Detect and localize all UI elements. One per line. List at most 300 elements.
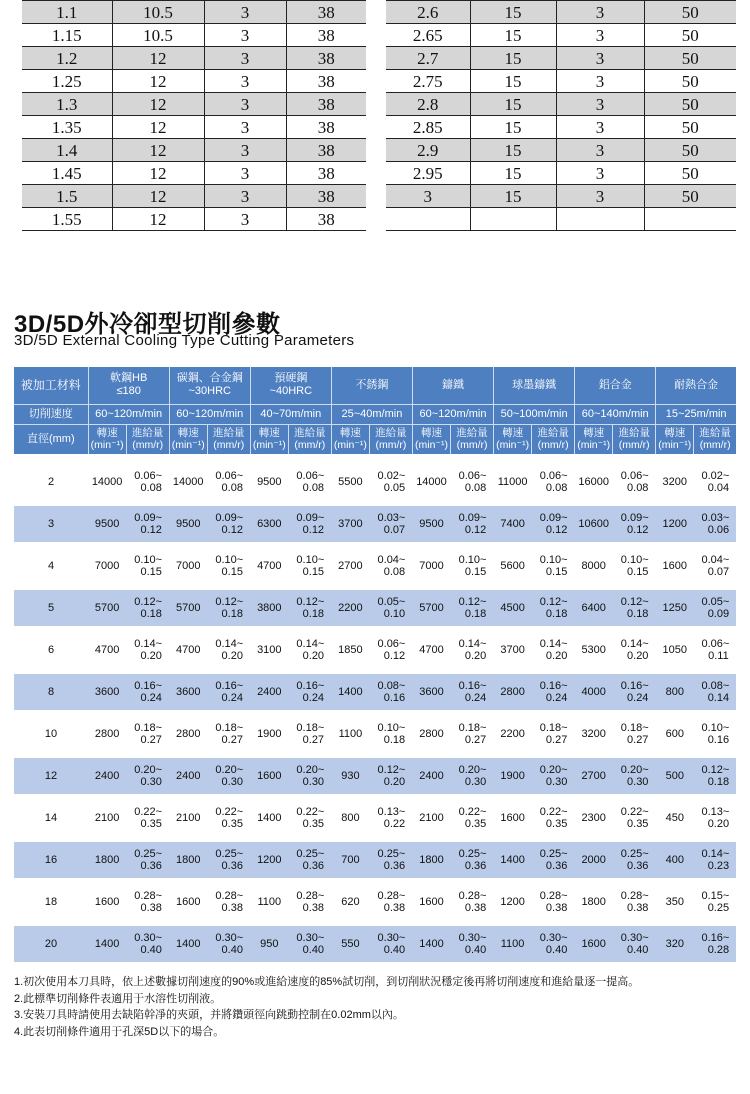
feed-max: 0.12 xyxy=(464,524,487,536)
cutting-speed-value: 50~100m/min xyxy=(494,404,575,424)
feed-label: 進給量 xyxy=(537,427,569,440)
feed-max: 0.27 xyxy=(302,734,325,746)
size-cell: 1.35 xyxy=(22,116,112,139)
feed-value xyxy=(288,464,331,500)
feed-min: 0.09~ xyxy=(134,512,163,524)
feed-label: 進給量 xyxy=(456,427,488,440)
material-hardness: ≤180 xyxy=(116,385,141,398)
feed-min: 0.28~ xyxy=(377,890,406,902)
feed-min: 0.08~ xyxy=(701,680,730,692)
feed-min: 0.22~ xyxy=(215,806,244,818)
size-cell: 50 xyxy=(644,139,736,162)
diameter-value: 20 xyxy=(14,926,88,962)
feed-max: 0.20 xyxy=(627,650,649,662)
feed-max: 0.16 xyxy=(383,692,406,704)
feed-max: 0.04 xyxy=(707,482,730,494)
feed-min: 0.16~ xyxy=(458,680,487,692)
rpm-value: 8000 xyxy=(575,548,613,584)
rpm-value: 3600 xyxy=(412,674,450,710)
feed-value xyxy=(694,464,736,500)
feed-value xyxy=(694,674,736,710)
feed-min: 0.22~ xyxy=(539,806,568,818)
rpm-value: 1200 xyxy=(656,506,694,542)
rpm-value: 1400 xyxy=(494,842,532,878)
rpm-value: 4700 xyxy=(250,548,288,584)
rpm-value: 1100 xyxy=(250,884,288,920)
feed-max: 0.12 xyxy=(383,650,406,662)
feed-value xyxy=(369,842,412,878)
diameter-value: 10 xyxy=(14,716,88,752)
size-row xyxy=(22,93,366,116)
feed-value xyxy=(126,590,169,626)
size-cell xyxy=(644,208,736,231)
material-name: 預硬鋼 xyxy=(274,372,308,385)
cutting-speed-value: 60~140m/min xyxy=(575,404,656,424)
rpm-value: 9500 xyxy=(412,506,450,542)
size-row xyxy=(386,1,736,24)
diameter-value: 8 xyxy=(14,674,88,710)
size-cell: 1.25 xyxy=(22,70,112,93)
rpm-value: 1600 xyxy=(412,884,450,920)
rpm-value: 1400 xyxy=(169,926,207,962)
feed-header xyxy=(694,424,736,454)
feed-min: 0.22~ xyxy=(296,806,325,818)
feed-unit: (mm/r) xyxy=(537,439,569,452)
size-cell: 3 xyxy=(556,185,644,208)
feed-value xyxy=(694,758,736,794)
feed-value xyxy=(613,926,656,962)
size-cell: 1.5 xyxy=(22,185,112,208)
feed-label: 進給量 xyxy=(618,427,650,440)
rpm-value: 5300 xyxy=(575,632,613,668)
feed-max: 0.38 xyxy=(140,902,162,914)
rpm-value: 1100 xyxy=(494,926,532,962)
rpm-value: 4700 xyxy=(412,632,450,668)
rpm-value: 800 xyxy=(331,800,369,836)
feed-value xyxy=(207,842,250,878)
feed-min: 0.05~ xyxy=(377,596,406,608)
feed-min: 0.18~ xyxy=(620,722,649,734)
feed-max: 0.24 xyxy=(140,692,162,704)
rpm-value: 2400 xyxy=(169,758,207,794)
feed-min: 0.22~ xyxy=(620,806,649,818)
feed-unit: (mm/r) xyxy=(132,439,164,452)
feed-value xyxy=(126,758,169,794)
feed-max: 0.06 xyxy=(707,524,730,536)
feed-value xyxy=(451,842,494,878)
feed-min: 0.28~ xyxy=(458,890,487,902)
feed-value xyxy=(126,632,169,668)
feed-value xyxy=(207,926,250,962)
feed-min: 0.15~ xyxy=(701,890,730,902)
feed-min: 0.30~ xyxy=(458,932,487,944)
cutting-speed-label: 切削速度 xyxy=(14,404,88,424)
rpm-label: 轉速 xyxy=(583,427,605,440)
note-line: 1.初次使用本刀具時，依上述數據切削速度的90%或進給速度的85%試切削，到切削狀況穩定後再將切削速度和進給量逐一提高。 xyxy=(14,976,640,988)
size-cell: 1.3 xyxy=(22,93,112,116)
feed-value xyxy=(532,506,575,542)
feed-min: 0.28~ xyxy=(215,890,244,902)
feed-value xyxy=(369,926,412,962)
size-cell: 50 xyxy=(644,185,736,208)
feed-value xyxy=(694,842,736,878)
parameter-row xyxy=(14,884,736,920)
feed-min: 0.06~ xyxy=(539,470,568,482)
feed-max: 0.36 xyxy=(545,860,568,872)
material-header xyxy=(250,367,331,404)
feed-min: 0.18~ xyxy=(215,722,244,734)
feed-header xyxy=(207,424,250,454)
feed-min: 0.12~ xyxy=(134,596,163,608)
feed-min: 0.28~ xyxy=(134,890,163,902)
rpm-value: 1400 xyxy=(88,926,126,962)
feed-max: 0.18 xyxy=(302,608,325,620)
size-cell: 3 xyxy=(556,93,644,116)
feed-value xyxy=(451,548,494,584)
feed-min: 0.10~ xyxy=(458,554,487,566)
feed-min: 0.10~ xyxy=(215,554,244,566)
feed-max: 0.15 xyxy=(302,566,325,578)
feed-min: 0.18~ xyxy=(539,722,568,734)
parameter-row xyxy=(14,758,736,794)
feed-min: 0.14~ xyxy=(134,638,163,650)
feed-max: 0.36 xyxy=(627,860,649,872)
size-cell: 15 xyxy=(470,116,556,139)
feed-max: 0.20 xyxy=(545,650,568,662)
diameter-value: 4 xyxy=(14,548,88,584)
feed-value xyxy=(207,464,250,500)
feed-max: 0.15 xyxy=(221,566,243,578)
feed-max: 0.36 xyxy=(140,860,162,872)
feed-label: 進給量 xyxy=(699,427,731,440)
rpm-value: 3600 xyxy=(88,674,126,710)
rpm-value: 4000 xyxy=(575,674,613,710)
size-cell: 2.75 xyxy=(386,70,470,93)
size-cell: 50 xyxy=(644,24,736,47)
rpm-value: 2200 xyxy=(331,590,369,626)
rpm-value: 2800 xyxy=(169,716,207,752)
section-subtitle: 3D/5D External Cooling Type Cutting Parameters xyxy=(14,332,355,349)
feed-max: 0.15 xyxy=(545,566,568,578)
feed-value xyxy=(126,926,169,962)
feed-min: 0.22~ xyxy=(134,806,163,818)
feed-min: 0.25~ xyxy=(539,848,568,860)
size-row xyxy=(22,185,366,208)
feed-min: 0.16~ xyxy=(134,680,163,692)
rpm-unit: (min⁻¹) xyxy=(577,439,611,452)
size-cell: 12 xyxy=(112,185,204,208)
feed-value xyxy=(532,590,575,626)
feed-max: 0.40 xyxy=(627,944,649,956)
rpm-value: 2400 xyxy=(88,758,126,794)
feed-min: 0.28~ xyxy=(296,890,325,902)
rpm-value: 7400 xyxy=(494,506,532,542)
feed-min: 0.20~ xyxy=(134,764,163,776)
size-cell: 15 xyxy=(470,24,556,47)
feed-max: 0.28 xyxy=(707,944,730,956)
feed-value xyxy=(532,842,575,878)
feed-min: 0.09~ xyxy=(296,512,325,524)
feed-max: 0.35 xyxy=(545,818,568,830)
feed-min: 0.25~ xyxy=(215,848,244,860)
size-row xyxy=(22,208,366,231)
rpm-value: 3600 xyxy=(169,674,207,710)
size-cell: 15 xyxy=(470,162,556,185)
feed-value xyxy=(451,758,494,794)
rpm-value: 1850 xyxy=(331,632,369,668)
size-cell: 2.95 xyxy=(386,162,470,185)
rpm-value: 2300 xyxy=(575,800,613,836)
feed-value xyxy=(288,590,331,626)
rpm-value: 2800 xyxy=(494,674,532,710)
cutting-speed-value: 25~40m/min xyxy=(331,404,412,424)
feed-value xyxy=(207,800,250,836)
rpm-value: 7000 xyxy=(412,548,450,584)
parameter-row xyxy=(14,464,736,500)
feed-min: 0.06~ xyxy=(134,470,163,482)
feed-label: 進給量 xyxy=(213,427,245,440)
feed-value xyxy=(532,674,575,710)
feed-unit: (mm/r) xyxy=(213,439,245,452)
feed-value xyxy=(369,590,412,626)
feed-value xyxy=(288,800,331,836)
feed-max: 0.30 xyxy=(464,776,487,788)
feed-min: 0.20~ xyxy=(620,764,649,776)
feed-max: 0.12 xyxy=(302,524,325,536)
feed-value xyxy=(126,800,169,836)
size-cell: 38 xyxy=(286,139,366,162)
feed-min: 0.14~ xyxy=(539,638,568,650)
feed-value xyxy=(694,716,736,752)
material-header-label: 被加工材料 xyxy=(14,367,88,404)
rpm-value: 14000 xyxy=(88,464,126,500)
size-row xyxy=(22,139,366,162)
feed-max: 0.38 xyxy=(627,902,649,914)
material-header xyxy=(575,367,656,404)
material-name: 碳鋼、合金鋼 xyxy=(176,372,243,385)
section-title: 3D/5D外冷卻型切削參數 xyxy=(14,311,281,338)
feed-value xyxy=(288,632,331,668)
feed-min: 0.03~ xyxy=(377,512,406,524)
rpm-value: 3200 xyxy=(575,716,613,752)
feed-value xyxy=(532,632,575,668)
material-hardness: ~40HRC xyxy=(269,385,313,398)
feed-max: 0.08 xyxy=(302,482,325,494)
size-cell: 50 xyxy=(644,116,736,139)
rpm-value: 9500 xyxy=(169,506,207,542)
feed-value xyxy=(613,800,656,836)
gap-cell xyxy=(14,454,736,464)
rpm-value: 11000 xyxy=(494,464,532,500)
feed-min: 0.25~ xyxy=(620,848,649,860)
cutting-speed-value: 60~120m/min xyxy=(169,404,250,424)
size-cell: 50 xyxy=(644,47,736,70)
rpm-unit: (min⁻¹) xyxy=(171,439,205,452)
feed-value xyxy=(613,632,656,668)
note-line: 3.安裝刀具時請使用去缺陷幹凈的夾頭，并將鑽頭徑向跳動控制在0.02mm以內。 xyxy=(14,1009,404,1021)
feed-value xyxy=(369,464,412,500)
rpm-header xyxy=(575,424,613,454)
feed-max: 0.20 xyxy=(302,650,325,662)
feed-max: 0.40 xyxy=(464,944,487,956)
feed-max: 0.40 xyxy=(545,944,568,956)
rpm-value: 5700 xyxy=(412,590,450,626)
size-cell: 3 xyxy=(204,185,286,208)
feed-max: 0.40 xyxy=(302,944,325,956)
feed-max: 0.35 xyxy=(464,818,487,830)
feed-max: 0.36 xyxy=(302,860,325,872)
feed-min: 0.06~ xyxy=(620,470,649,482)
feed-value xyxy=(613,842,656,878)
feed-min: 0.12~ xyxy=(458,596,487,608)
cutting-speed-value: 60~120m/min xyxy=(412,404,493,424)
feed-value xyxy=(694,506,736,542)
feed-min: 0.18~ xyxy=(458,722,487,734)
size-cell: 1.1 xyxy=(22,1,112,24)
feed-max: 0.23 xyxy=(707,860,730,872)
feed-max: 0.30 xyxy=(627,776,649,788)
rpm-label: 轉速 xyxy=(502,427,524,440)
size-cell: 15 xyxy=(470,139,556,162)
size-row xyxy=(386,70,736,93)
size-table-left xyxy=(22,0,366,231)
feed-value xyxy=(613,884,656,920)
feed-min: 0.12~ xyxy=(539,596,568,608)
rpm-value: 1600 xyxy=(250,758,288,794)
feed-min: 0.12~ xyxy=(620,596,649,608)
feed-value xyxy=(288,926,331,962)
feed-value xyxy=(613,506,656,542)
rpm-value: 6400 xyxy=(575,590,613,626)
feed-label: 進給量 xyxy=(375,427,407,440)
rpm-value: 1900 xyxy=(250,716,288,752)
feed-max: 0.14 xyxy=(707,692,730,704)
rpm-value: 14000 xyxy=(169,464,207,500)
rpm-value: 1600 xyxy=(656,548,694,584)
size-cell: 3 xyxy=(556,47,644,70)
feed-min: 0.30~ xyxy=(215,932,244,944)
feed-max: 0.35 xyxy=(221,818,243,830)
rpm-value: 950 xyxy=(250,926,288,962)
rpm-value: 2100 xyxy=(88,800,126,836)
rpm-value: 1600 xyxy=(575,926,613,962)
feed-value xyxy=(369,632,412,668)
feed-max: 0.40 xyxy=(140,944,162,956)
rpm-header xyxy=(412,424,450,454)
feed-min: 0.10~ xyxy=(620,554,649,566)
size-cell: 12 xyxy=(112,139,204,162)
feed-max: 0.27 xyxy=(545,734,568,746)
feed-max: 0.38 xyxy=(545,902,568,914)
material-header xyxy=(169,367,250,404)
rpm-value: 1600 xyxy=(494,800,532,836)
size-cell xyxy=(556,208,644,231)
usage-notes xyxy=(14,974,744,1040)
rpm-header xyxy=(494,424,532,454)
feed-value xyxy=(532,716,575,752)
feed-min: 0.16~ xyxy=(215,680,244,692)
feed-header xyxy=(613,424,656,454)
feed-max: 0.07 xyxy=(707,566,730,578)
size-cell: 2.6 xyxy=(386,1,470,24)
feed-min: 0.20~ xyxy=(458,764,487,776)
feed-max: 0.09 xyxy=(707,608,730,620)
material-name: 球墨鑄鐵 xyxy=(512,378,557,391)
feed-max: 0.35 xyxy=(140,818,162,830)
rpm-value: 7000 xyxy=(88,548,126,584)
rpm-value: 2200 xyxy=(494,716,532,752)
feed-min: 0.10~ xyxy=(296,554,325,566)
size-cell: 1.2 xyxy=(22,47,112,70)
feed-max: 0.18 xyxy=(464,608,487,620)
size-cell: 38 xyxy=(286,24,366,47)
feed-label: 進給量 xyxy=(131,427,164,440)
feed-max: 0.24 xyxy=(627,692,649,704)
feed-max: 0.11 xyxy=(708,650,729,662)
feed-min: 0.02~ xyxy=(701,470,730,482)
feed-value xyxy=(451,884,494,920)
feed-max: 0.24 xyxy=(464,692,487,704)
size-cell: 50 xyxy=(644,70,736,93)
feed-max: 0.15 xyxy=(627,566,649,578)
rpm-value: 2700 xyxy=(575,758,613,794)
size-row xyxy=(386,116,736,139)
feed-max: 0.40 xyxy=(383,944,406,956)
feed-min: 0.09~ xyxy=(215,512,244,524)
feed-min: 0.02~ xyxy=(377,470,406,482)
diameter-value: 14 xyxy=(14,800,88,836)
feed-min: 0.25~ xyxy=(377,848,406,860)
feed-max: 0.27 xyxy=(627,734,649,746)
feed-max: 0.08 xyxy=(383,566,406,578)
feed-value xyxy=(288,884,331,920)
parameter-row xyxy=(14,926,736,962)
feed-min: 0.14~ xyxy=(458,638,487,650)
material-header xyxy=(656,367,736,404)
rpm-value: 1600 xyxy=(169,884,207,920)
feed-min: 0.12~ xyxy=(296,596,325,608)
size-cell: 50 xyxy=(644,162,736,185)
feed-min: 0.14~ xyxy=(701,848,730,860)
rpm-value: 2400 xyxy=(412,758,450,794)
material-header xyxy=(494,367,575,404)
feed-min: 0.25~ xyxy=(458,848,487,860)
rpm-value: 550 xyxy=(331,926,369,962)
feed-min: 0.12~ xyxy=(377,764,406,776)
rpm-value: 2100 xyxy=(412,800,450,836)
feed-value xyxy=(369,548,412,584)
diameter-value: 3 xyxy=(14,506,88,542)
rpm-value: 1400 xyxy=(331,674,369,710)
rpm-value: 9500 xyxy=(250,464,288,500)
size-cell xyxy=(470,208,556,231)
parameter-row xyxy=(14,674,736,710)
size-row xyxy=(386,24,736,47)
feed-min: 0.30~ xyxy=(620,932,649,944)
size-cell: 1.55 xyxy=(22,208,112,231)
size-cell: 2.7 xyxy=(386,47,470,70)
feed-max: 0.27 xyxy=(221,734,243,746)
rpm-value: 5700 xyxy=(88,590,126,626)
rpm-value: 14000 xyxy=(412,464,450,500)
feed-value xyxy=(126,506,169,542)
material-name: 鋁合金 xyxy=(598,378,632,391)
feed-value xyxy=(207,716,250,752)
size-cell: 50 xyxy=(644,93,736,116)
feed-min: 0.30~ xyxy=(377,932,406,944)
size-cell: 38 xyxy=(286,47,366,70)
rpm-label: 轉速 xyxy=(96,427,118,440)
